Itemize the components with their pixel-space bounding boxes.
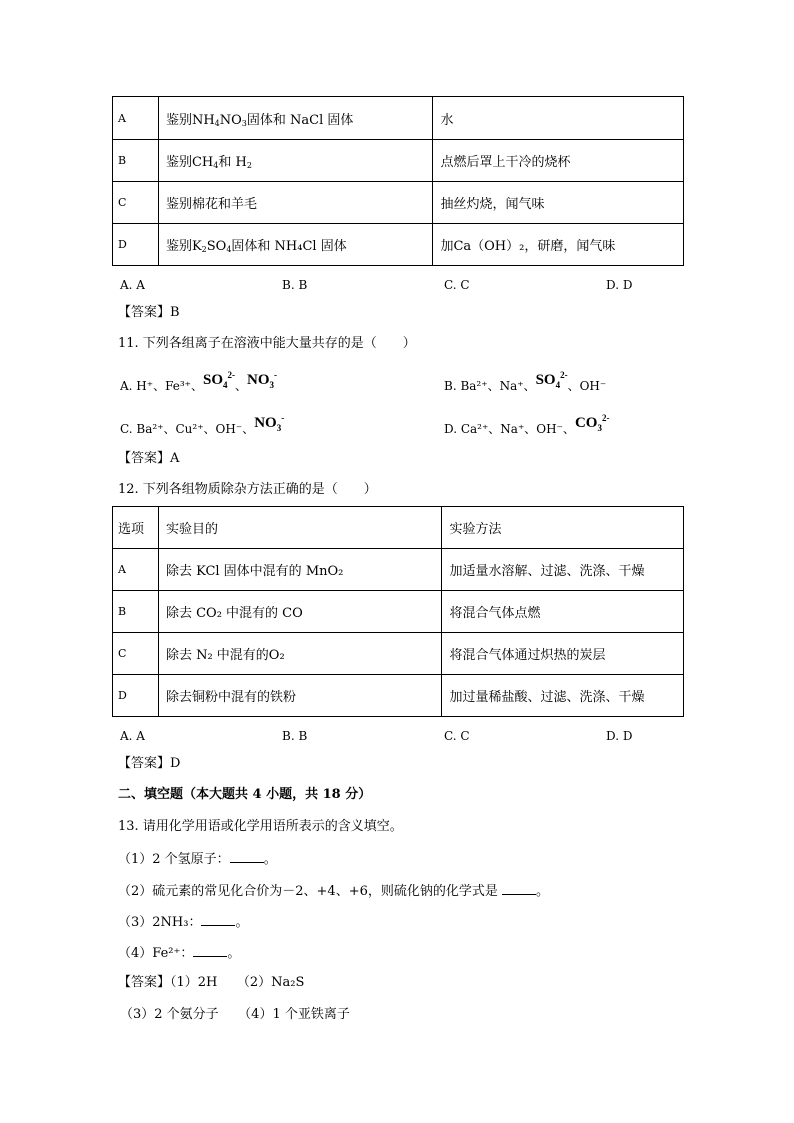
sulfate-ion: $SO_4^{2-}$ <box>535 370 568 390</box>
nitrate-ion: $NO_3^-$ <box>247 370 278 390</box>
aim-cell: 鉴别$K_2SO_4$固体和 NH₄Cl 固体 <box>158 224 433 266</box>
q10-table <box>112 96 684 266</box>
table-row <box>113 591 684 633</box>
q11-choice-b: B. Ba²⁺、Na⁺、$SO_4^{2-}$、OH⁻ <box>444 370 607 393</box>
option-cell: C <box>113 633 159 675</box>
option-cell: A <box>113 97 159 140</box>
question-stem: 11. 下列各组离子在溶液中能大量共存的是（ ） <box>118 336 416 351</box>
answer-blank <box>201 913 235 926</box>
method-cell: 加适量水溶解、过滤、洗涤、干燥 <box>442 549 684 591</box>
table-row <box>113 224 684 266</box>
method-cell: 抽丝灼烧，闻气味 <box>433 182 684 224</box>
answer-label: 【答案】B <box>118 305 180 320</box>
answer-label: 【答案】A <box>118 451 180 466</box>
q13-part4: （4）Fe²⁺： 。 <box>118 946 241 961</box>
aim-cell: 鉴别$NH_4NO_3$固体和 NaCl 固体 <box>158 97 433 140</box>
header-option: 选项 <box>113 507 159 549</box>
q13-part2: （2）硫元素的常见化合价为－2、+4、+6，则硫化钠的化学式是 。 <box>118 884 550 899</box>
choice-a: A. A <box>120 729 145 743</box>
choice-d: D. D <box>606 278 633 292</box>
table-row <box>113 675 684 717</box>
header-aim: 实验目的 <box>158 507 441 549</box>
answer-continued: （3）2 个氨分子 （4）1 个亚铁离子 <box>120 1007 350 1022</box>
aim-cell: 除去 KCl 固体中混有的 MnO₂ <box>158 549 441 591</box>
method-cell: 点燃后罩上干冷的烧杯 <box>433 140 684 182</box>
choice-d: D. D <box>606 729 633 743</box>
option-cell: A <box>113 549 159 591</box>
option-cell: B <box>113 591 159 633</box>
question-stem: 12. 下列各组物质除杂方法正确的是（ ） <box>118 482 377 497</box>
section-title: 二、填空题（本大题共 4 小题，共 18 分） <box>118 787 372 802</box>
table-row <box>113 140 684 182</box>
option-cell: C <box>113 182 159 224</box>
answer-label: 【答案】（1）2H （2）Na₂S <box>118 975 305 990</box>
choice-a: A. A <box>120 278 145 292</box>
q11-choice-c: C. Ba²⁺、Cu²⁺、OH⁻、$NO_3^-$ <box>120 413 285 436</box>
table-row <box>113 549 684 591</box>
carbonate-ion: $CO_3^{2-}$ <box>574 413 610 433</box>
choice-b: B. B <box>282 729 308 743</box>
nitrate-ion: $NO_3^-$ <box>254 413 285 433</box>
aim-cell: 除去 CO₂ 中混有的 CO <box>158 591 441 633</box>
aim-cell: 除去铜粉中混有的铁粉 <box>158 675 441 717</box>
table-row <box>113 633 684 675</box>
table-header-row <box>113 507 684 549</box>
method-cell: 加Ca（OH）₂，研磨，闻气味 <box>433 224 684 266</box>
option-cell: D <box>113 224 159 266</box>
answer-blank <box>502 882 536 895</box>
q13-part3: （3）2NH₃： 。 <box>118 915 249 930</box>
method-cell: 加过量稀盐酸、过滤、洗涤、干燥 <box>442 675 684 717</box>
aim-cell: 鉴别$CH_4$和 $H_2$ <box>158 140 433 182</box>
answer-blank <box>230 850 264 863</box>
choice-b: B. B <box>282 278 308 292</box>
aim-cell: 鉴别棉花和羊毛 <box>158 182 433 224</box>
answer-label: 【答案】D <box>118 756 181 771</box>
q11-choice-a: A. H⁺、Fe³⁺、$SO_4^{2-}$、$NO_3^-$ <box>120 370 278 393</box>
choice-c: C. C <box>444 278 470 292</box>
question-stem: 13. 请用化学用语或化学用语所表示的含义填空。 <box>118 819 403 834</box>
q13-part1: （1）2 个氢原子： 。 <box>118 852 277 867</box>
table-row <box>113 97 684 140</box>
table-row <box>113 182 684 224</box>
q12-table <box>112 506 684 717</box>
answer-blank <box>193 944 227 957</box>
option-cell: D <box>113 675 159 717</box>
header-method: 实验方法 <box>442 507 684 549</box>
choice-c: C. C <box>444 729 470 743</box>
method-cell: 将混合气体通过炽热的炭层 <box>442 633 684 675</box>
method-cell: 水 <box>433 97 684 140</box>
q11-choice-d: D. Ca²⁺、Na⁺、OH⁻、$CO_3^{2-}$ <box>444 413 610 436</box>
method-cell: 将混合气体点燃 <box>442 591 684 633</box>
sulfate-ion: $SO_4^{2-}$ <box>203 370 236 390</box>
aim-cell: 除去 N₂ 中混有的O₂ <box>158 633 441 675</box>
option-cell: B <box>113 140 159 182</box>
